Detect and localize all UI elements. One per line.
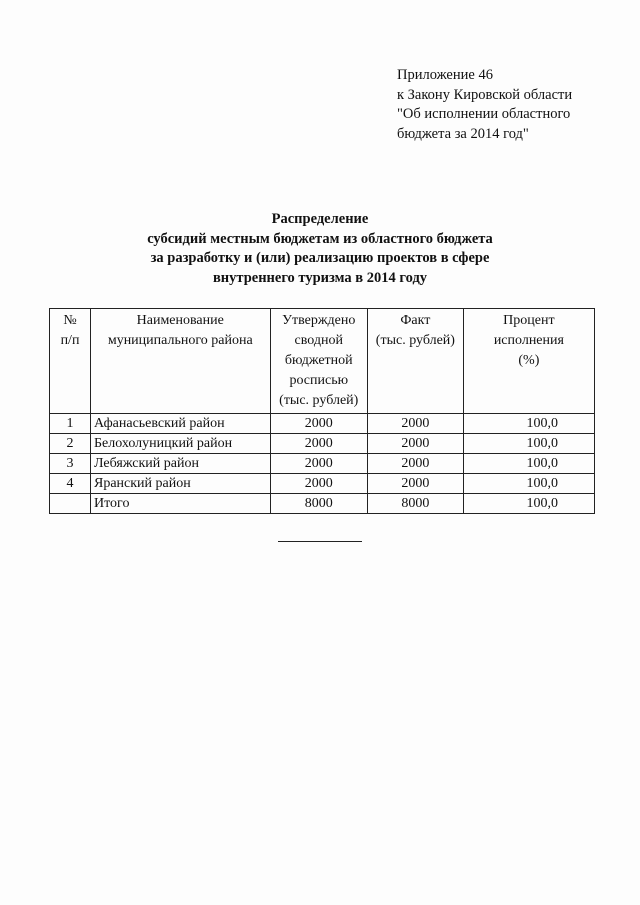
cell-approved: 2000	[270, 434, 368, 454]
header-approved: Утверждено сводной бюджетной росписью (тыс. рублей)	[270, 309, 368, 414]
cell-district-name: Белохолуницкий район	[91, 434, 271, 454]
cell-total-approved: 8000	[270, 494, 368, 514]
cell-district-name: Афанасьевский район	[91, 414, 271, 434]
cell-approved: 2000	[270, 414, 368, 434]
header-number: № п/п	[50, 309, 91, 414]
cell-approved: 2000	[270, 474, 368, 494]
cell-percent: 100,0	[463, 474, 594, 494]
header-district-name: Наименование муниципального района	[91, 309, 271, 414]
header-actual: Факт (тыс. рублей)	[368, 309, 464, 414]
appendix-line: бюджета за 2014 год"	[397, 125, 529, 142]
table-row	[50, 414, 595, 434]
cell-actual: 2000	[368, 434, 464, 454]
cell-actual: 2000	[368, 414, 464, 434]
cell-total-percent: 100,0	[463, 494, 594, 514]
title-line: субсидий местным бюджетам из областного бюджета	[147, 230, 493, 247]
cell-percent: 100,0	[463, 454, 594, 474]
table-row	[50, 474, 595, 494]
title-line: внутреннего туризма в 2014 году	[212, 269, 428, 286]
document-title	[0, 210, 640, 288]
cell-percent: 100,0	[463, 414, 594, 434]
table-row	[50, 454, 595, 474]
table-total-row	[50, 494, 595, 514]
appendix-line: "Об исполнении областного	[397, 106, 571, 122]
cell-district-name: Яранский район	[91, 474, 271, 494]
cell-number: 1	[50, 414, 91, 434]
cell-number	[50, 494, 91, 514]
cell-percent: 100,0	[463, 434, 594, 454]
cell-number: 4	[50, 474, 91, 494]
cell-actual: 2000	[368, 474, 464, 494]
end-divider	[278, 541, 362, 542]
appendix-reference	[397, 66, 627, 144]
cell-total-actual: 8000	[368, 494, 464, 514]
table-header-row	[50, 309, 595, 414]
cell-district-name: Лебяжский район	[91, 454, 271, 474]
table-row	[50, 434, 595, 454]
appendix-line: к Закону Кировской области	[397, 86, 573, 103]
cell-actual: 2000	[368, 454, 464, 474]
cell-number: 3	[50, 454, 91, 474]
header-percent: Процент исполнения (%)	[463, 309, 594, 414]
cell-number: 2	[50, 434, 91, 454]
cell-total-label: Итого	[91, 494, 271, 514]
cell-approved: 2000	[270, 454, 368, 474]
appendix-line: Приложение 46	[397, 67, 493, 83]
subsidy-table	[49, 308, 595, 514]
title-line: за разработку и (или) реализацию проектов в сфере	[150, 250, 490, 266]
title-line: Распределение	[271, 211, 369, 227]
